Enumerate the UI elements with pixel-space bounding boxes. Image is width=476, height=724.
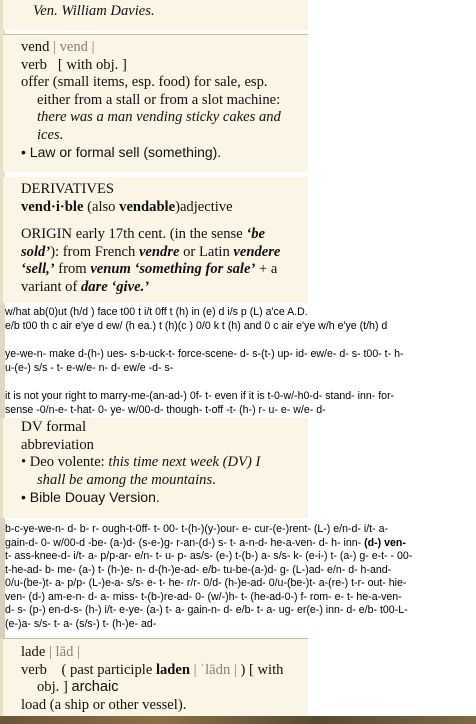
text-line: ven- (d-) am-e-n- d- a- miss- t-(b-)re-ad- 0- (w/-)h- t- (he-ad-0-) f- rom- e- t- he-a-ven- (5, 590, 402, 603)
text-block (5, 523, 473, 631)
pos-line (21, 57, 298, 75)
dictionary-card-vend (0, 34, 308, 172)
part-of-speech: verb (21, 56, 47, 73)
sense-1 (21, 454, 298, 472)
grammar-text: obj. ] (37, 679, 72, 695)
origin-label: ORIGIN (21, 226, 73, 242)
text-block (5, 306, 473, 333)
example-text: this time next week (DV) I (108, 454, 261, 470)
origin-word: vendere (233, 243, 281, 260)
text-line: b-c-ye-we-n- d- b- r- ough-t-0ff- t- 00- t-(h-)(y-)our- e- cur-(e-)rent- (L-) e/n-d- i/t- a- (5, 523, 388, 535)
text-line: d- s- (p-) en-d-s- (h-) i/t- e-ye- (a-) t- a- gain-n- d- e/b- t- a- ug- er(e-) inn- d- e/b- t00-L- (5, 604, 408, 616)
dictionary-card-citation (0, 0, 308, 30)
definition-line: either from a stall or from a slot machine: (37, 91, 281, 108)
origin-quote: ‘something for sale’ (130, 261, 256, 277)
origin-text: early 17th cent. (in the sense (75, 226, 247, 242)
origin-quote: ‘sell,’ (21, 261, 55, 277)
origin-word: venum (90, 261, 131, 277)
text-line: ye-we-n- make d-(h-) ues- s-b-uck-t- force-scene- d- s-(t-) up- id- ew/e- d- s- t00- t- h- (5, 348, 404, 360)
text-span: gain-d- 0- w/00-d -be- (a-)d- (s-e-)g- r-an-(d-) s- t- a-n-d- he-a-ven- d- h- inn- (5, 536, 365, 549)
origin-word: dare (80, 278, 108, 295)
origin-text: ): from French (50, 243, 139, 260)
text-line (5, 537, 473, 551)
dictionary-card-lade (0, 638, 308, 718)
separator: | (193, 661, 197, 678)
text-line: w/hat ab(0)ut (h/d ) face t00 t i/t 0ff t (h) in (e) d i/s p (L) a'ce A.D. (5, 306, 308, 318)
pronunciation: ˈlādn (200, 661, 231, 678)
origin-quote: sold’ (21, 243, 51, 260)
grammar-text: ) [ with (240, 661, 284, 678)
sense-2-text: Law or formal sell (something). (29, 144, 222, 160)
derivative-alt-pre: (also (87, 198, 120, 215)
example-text: shall be among the mountains (37, 471, 213, 488)
sense-1-cont (21, 472, 298, 490)
origin-text: from (54, 261, 91, 277)
text-line: it is not your right to marry-me-(an-ad-) 0f- t- even if it is t-0-w/-h0-d- stand- inn- for- (5, 390, 395, 402)
headword-line (21, 644, 298, 662)
punctuation: . (212, 471, 216, 488)
text-line: t-he-ad- b- me- (a-) t- (h-)e- n- d-(h-)e-ad- e/b- tu-be-(a-)d- g- (L-)ad- e/n- d- h-and- (5, 563, 392, 576)
separator: | (91, 39, 95, 55)
headword: vend (21, 39, 50, 55)
text-span-bold: (d-) ven- (364, 536, 406, 549)
example-line: there was a man vending sticky cakes and (37, 109, 281, 125)
origin-line (21, 261, 298, 279)
derivatives-heading: DERIVATIVES (21, 181, 114, 197)
citation-text: Ven. William Davies. (33, 3, 155, 19)
separator: | (53, 39, 56, 55)
separator: | (233, 661, 237, 678)
grammar-line (21, 679, 298, 697)
separator: | (77, 644, 80, 660)
origin-text: + a (255, 261, 278, 277)
text-line: e/b t00 th c air e'ye d ew/ (h ea.) t (h)(c ) 0/0 k t (h) and 0 c air e'ye w/h e'ye (t/h) d (5, 319, 388, 332)
sense-2 (21, 144, 298, 162)
grammar-note: [ with obj. ] (57, 56, 127, 73)
text-line: 0/u-(be-)t- a- p/p- (L-)e-a- s/s- e- t- he- r/r- 0/d- (h-)e-ad- 0/u-(be-)t- a-(re-) t-r- out- hie- (5, 577, 407, 589)
text-line: sense -0/n-e- t-hat- 0- ye- w/00-d- though- t-off -t- (h-) r- u- e- w/e- d- (5, 403, 326, 416)
background-strip (0, 716, 476, 724)
origin-line (21, 244, 298, 262)
dictionary-card-dv (0, 418, 308, 518)
pos-line (21, 662, 298, 680)
register-label: archaic (71, 679, 119, 695)
separator: | (48, 644, 52, 660)
origin-line (21, 226, 298, 244)
definition-line: load (a ship or other vessel). (21, 696, 187, 713)
pronunciation: lād (55, 644, 74, 660)
origin-quote: ‘give.’ (107, 278, 150, 295)
origin-text: variant of (21, 278, 81, 295)
sense-text: Deo volente: (29, 454, 109, 470)
derivative-line (21, 199, 298, 217)
text-line: t- ass-knee-d- i/t- a- p/p-ar- e/n- t- u- p- as/s- (e-) t-(b-) a- s/s- k- (e-i-) t- (a-) g- e-t- - 00- (5, 550, 413, 562)
origin-quote: ‘be (246, 226, 265, 242)
origin-word: vendre (138, 243, 180, 260)
example-line: ices. (37, 126, 64, 143)
dictionary-card-derivatives (0, 177, 308, 303)
text-line: u-(e-) s/s - t- e-w/e- n- d- ew/e -d- s- (5, 361, 174, 374)
derivative-alt: vendable (119, 198, 176, 215)
part-of-speech: abbreviation (21, 436, 94, 453)
grammar-form: laden (155, 661, 191, 678)
derivative-alt-post: )adjective (175, 198, 233, 215)
text-block (5, 348, 473, 375)
text-line: (e-)a- s/s- t- a- (s/s-) t- (h-)e- ad- (5, 617, 157, 630)
origin-text: or Latin (179, 243, 234, 260)
headword-line (21, 39, 298, 57)
sense-2 (21, 489, 298, 507)
derivative-word: vend·i·ble (21, 198, 84, 215)
headword-alt: vend (59, 39, 88, 55)
text-block (5, 390, 473, 417)
headword: DV formal (21, 419, 87, 435)
origin-line (21, 279, 298, 297)
part-of-speech: verb (21, 661, 47, 678)
grammar-text: ( past participle (61, 661, 156, 678)
headword: lade (21, 644, 46, 660)
definition-line: offer (small items, esp. food) for sale, esp. (21, 74, 268, 90)
sense-text: Bible Douay Version. (29, 489, 160, 505)
